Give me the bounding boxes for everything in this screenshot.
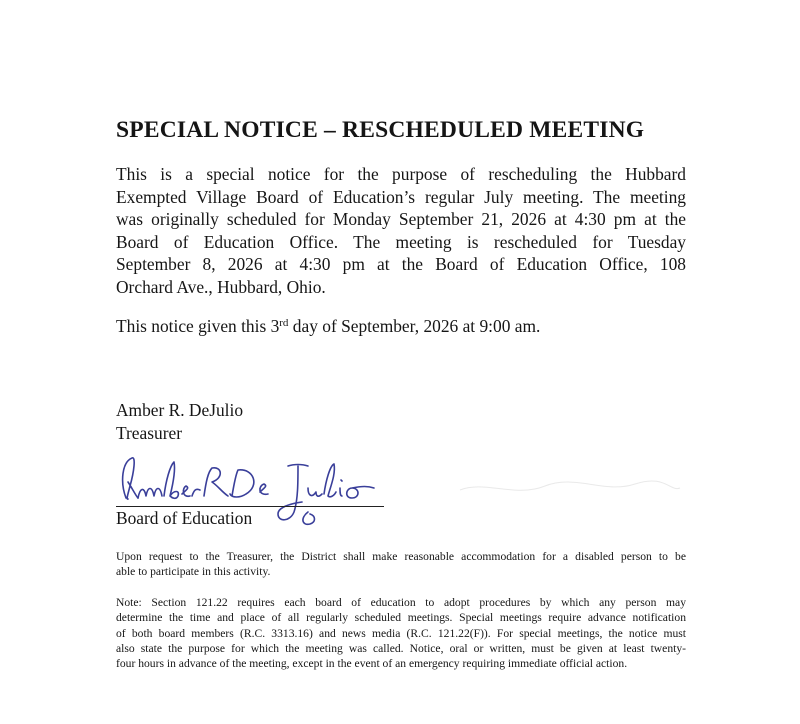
given-ordinal: rd <box>279 317 289 329</box>
signature-line <box>116 506 384 507</box>
faint-bleed-through-mark <box>455 468 685 508</box>
given-prefix: This notice given this 3 <box>116 316 280 336</box>
legal-note-line: Note: Section 121.22 requires each board of education to adopt procedures by which any person may <box>116 596 686 609</box>
legal-note <box>116 595 686 671</box>
notice-body-line: September 8, 2026 at 4:30 pm at the Board of Education Office, 108 <box>116 254 686 274</box>
legal-note-line: of both board members (R.C. 3313.16) and news media (R.C. 121.22(F)). For special meetings, the notice must <box>116 626 686 640</box>
notice-given-statement <box>116 316 540 337</box>
signatory-name: Amber R. DeJulio <box>116 400 244 420</box>
notice-body-line: Exempted Village Board of Education’s regular July meeting. The meeting <box>116 186 686 207</box>
signatory-organization: Board of Education <box>116 508 253 528</box>
legal-note-line: also state the purpose for which the meeting was called. Notice, oral or written, must be given at least twenty- <box>116 641 686 655</box>
accessibility-statement <box>116 549 686 580</box>
notice-body-line: Orchard Ave., Hubbard, Ohio. <box>116 276 326 297</box>
notice-title: SPECIAL NOTICE – RESCHEDULED MEETING <box>116 117 645 143</box>
given-suffix: day of September, 2026 at 9:00 am. <box>288 316 541 336</box>
accessibility-line: Upon request to the Treasurer, the District shall make reasonable accommodation for a disabled person to be <box>116 550 686 563</box>
notice-body-line: was originally scheduled for Monday September 21, 2026 at 4:30 pm at the <box>116 209 686 229</box>
accessibility-line: able to participate in this activity. <box>116 565 271 579</box>
legal-note-line: determine the time and place of all regularly scheduled meetings. Special meetings require advance notification <box>116 611 686 625</box>
notice-body-line: This is a special notice for the purpose of rescheduling the Hubbard <box>116 164 686 184</box>
signatory-role: Treasurer <box>116 423 183 443</box>
legal-note-line: four hours in advance of the meeting, except in the event of an emergency requiring immediate official action. <box>116 657 628 671</box>
notice-body <box>116 163 686 298</box>
notice-body-line: Board of Education Office. The meeting is rescheduled for Tuesday <box>116 231 686 252</box>
